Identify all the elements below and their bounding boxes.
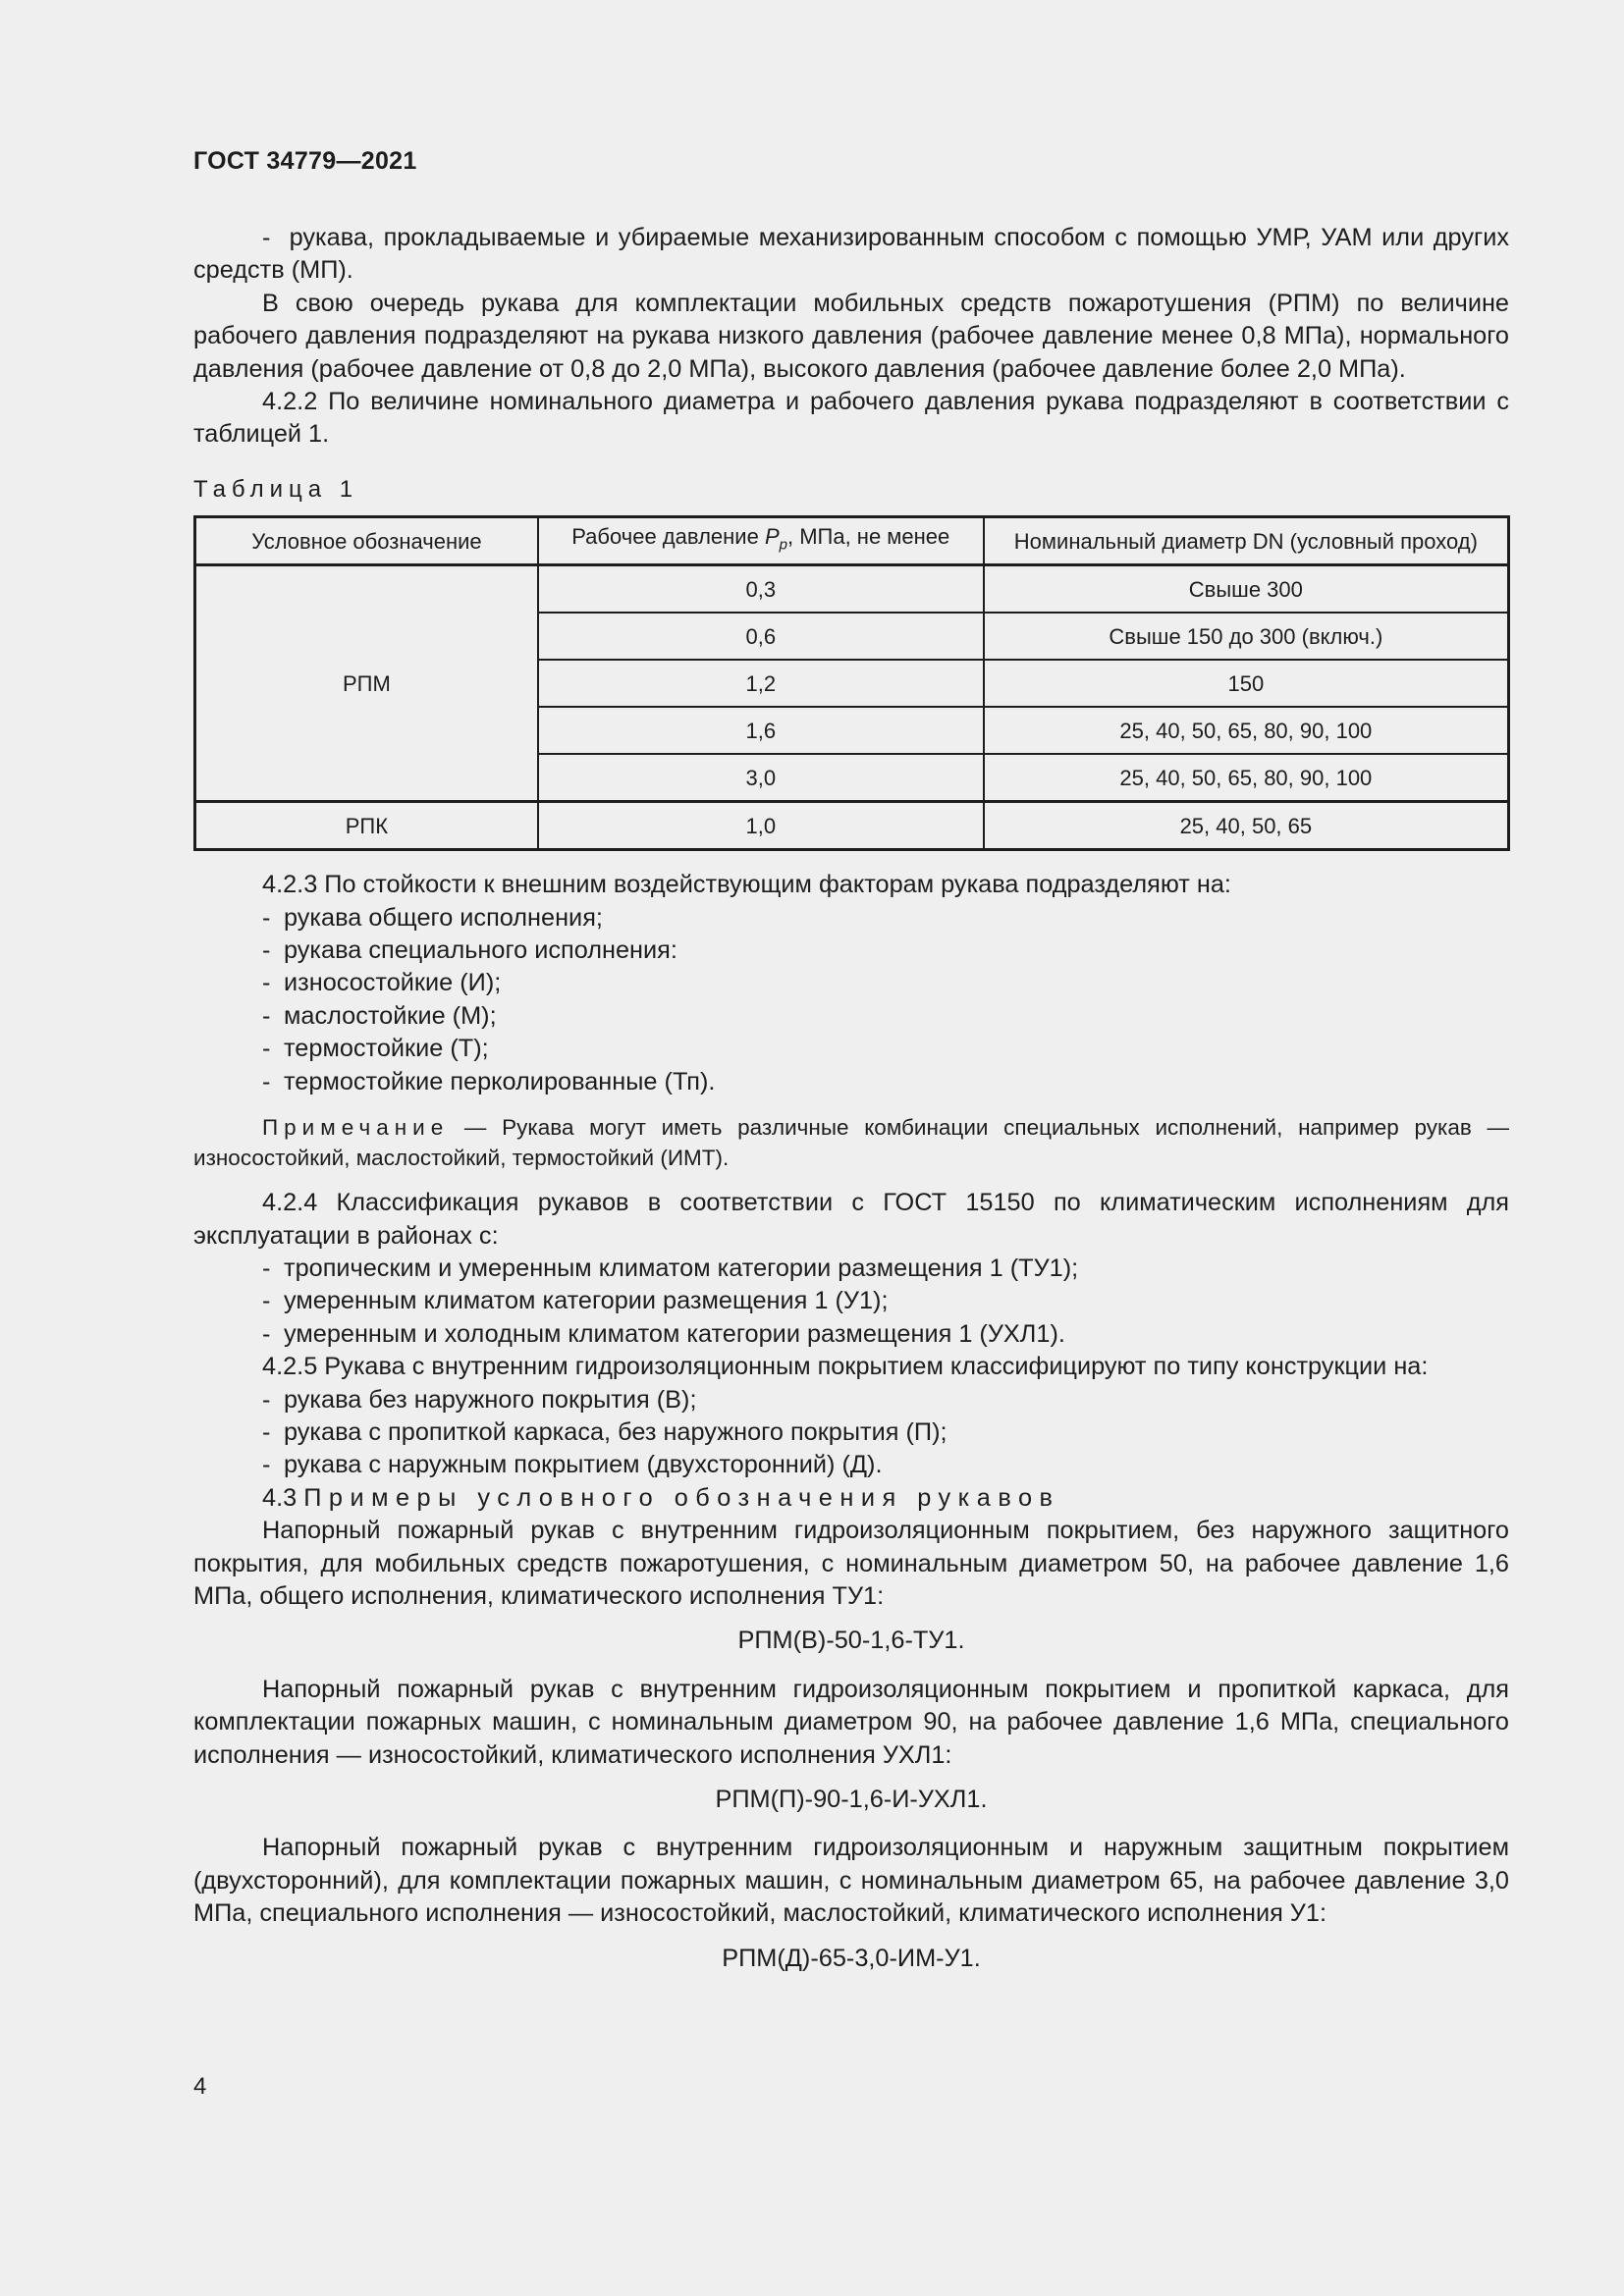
paragraph-rpm-pressure: В свою очередь рукава для комплектации мобильных средств пожаротушения (РПМ) по величине рабочего давления подразделяют на рукава низкого давления (рабочее давление менее 0,8 МПа), нормального давления (рабочее давление от 0,8 до 2,0 МПа), высокого давления (рабочее давление более 2,0 МПа). xyxy=(193,289,1509,383)
list-item: - тропическим и умеренным климатом категории размещения 1 (ТУ1); xyxy=(262,1254,1079,1282)
pressure-cell: 1,2 xyxy=(538,660,984,707)
table-caption: Таблица 1 xyxy=(193,475,359,503)
list-item: - рукава специального исполнения: xyxy=(262,936,677,965)
section-4-3-heading: 4.3 Примеры условного обозначения рукавов xyxy=(262,1483,1060,1512)
list-item: - рукава общего исполнения; xyxy=(262,903,603,932)
example-2-code: РПМ(П)-90-1,6-И-УХЛ1. xyxy=(715,1786,988,1813)
diameter-cell: Свыше 300 xyxy=(984,565,1509,614)
list-item: - термостойкие перколированные (Тп). xyxy=(262,1067,716,1095)
list-item: - рукава с пропиткой каркаса, без наружного покрытия (П); xyxy=(262,1417,947,1446)
diameter-cell: 25, 40, 50, 65, 80, 90, 100 xyxy=(984,707,1509,754)
paragraph-mp: - рукава, прокладываемые и убираемые механизированным способом с помощью УМР, УАМ или других средств (МП). xyxy=(193,224,1509,285)
group-label-rpm: РПМ xyxy=(195,565,538,802)
list-item: - износостойкие (И); xyxy=(262,969,502,997)
paragraph-4-2-3: 4.2.3 По стойкости к внешним воздействующим факторам рукава подразделяют на: xyxy=(262,871,1231,899)
paragraph-4-2-4: 4.2.4 Классификация рукавов в соответствии с ГОСТ 15150 по климатическим исполнениям для эксплуатации в районах с: xyxy=(193,1189,1509,1250)
pressure-cell: 0,3 xyxy=(538,565,984,614)
page-number: 4 xyxy=(193,2073,207,2100)
example-1-code: РПМ(В)-50-1,6-ТУ1. xyxy=(737,1627,965,1655)
list-item: - умеренным климатом категории размещения 1 (У1); xyxy=(262,1287,889,1315)
paragraph-4-2-2: 4.2.2 По величине номинального диаметра и рабочего давления рукава подразделяют в соответствии с таблицей 1. xyxy=(193,388,1509,449)
pressure-cell: 3,0 xyxy=(538,754,984,802)
table-row xyxy=(195,802,1509,850)
pressure-cell: 1,6 xyxy=(538,707,984,754)
diameter-cell: 25, 40, 50, 65 xyxy=(984,802,1509,850)
header-diameter: Номинальный диаметр DN (условный проход) xyxy=(984,517,1509,565)
note: Примечание — Рукава могут иметь различные комбинации специальных исполнений, например рукав — износостойкий, маслостойкий, термостойкий (ИМТ). xyxy=(193,1115,1509,1171)
list-item: - рукава без наружного покрытия (В); xyxy=(262,1385,697,1414)
table-row xyxy=(195,565,1509,614)
document-body xyxy=(193,222,1509,1991)
list-item: - рукава с наружным покрытием (двухсторонний) (Д). xyxy=(262,1451,883,1479)
diameter-cell: 150 xyxy=(984,660,1509,707)
hose-spec-table xyxy=(193,515,1510,851)
table-header-row xyxy=(195,517,1509,565)
list-item: - термостойкие (Т); xyxy=(262,1035,489,1063)
diameter-cell: Свыше 150 до 300 (включ.) xyxy=(984,613,1509,660)
paragraph-4-2-5: 4.2.5 Рукава с внутренним гидроизоляционным покрытием классифицируют по типу конструкции на: xyxy=(262,1353,1429,1381)
document-code-header: ГОСТ 34779—2021 xyxy=(193,147,417,175)
diameter-cell: 25, 40, 50, 65, 80, 90, 100 xyxy=(984,754,1509,802)
group-label-rpk: РПК xyxy=(195,802,538,850)
pressure-cell: 1,0 xyxy=(538,802,984,850)
header-pressure: Рабочее давление $P_p$, МПа, не менее xyxy=(538,517,984,565)
example-1-text: Напорный пожарный рукав с внутренним гидроизоляционным покрытием, без наружного защитного покрытия, для мобильных средств пожаротушения, с номинальным диаметром 50, на рабочее давление 1,6 МПа, общего исполнения, климатического исполнения ТУ1: xyxy=(193,1517,1509,1610)
list-item: - умеренным и холодным климатом категории размещения 1 (УХЛ1). xyxy=(262,1319,1065,1348)
header-designation: Условное обозначение xyxy=(195,517,538,565)
example-2-text: Напорный пожарный рукав с внутренним гидроизоляционным покрытием и пропиткой каркаса, для комплектации пожарных машин, с номинальным диаметром 90, на рабочее давление 1,6 МПа, специального исполнения — износостойкий, климатического исполнения УХЛ1: xyxy=(193,1675,1509,1769)
list-item: - маслостойкие (М); xyxy=(262,1001,497,1030)
example-3-code: РПМ(Д)-65-3,0-ИМ-У1. xyxy=(722,1944,981,1972)
pressure-cell: 0,6 xyxy=(538,613,984,660)
example-3-text: Напорный пожарный рукав с внутренним гидроизоляционным и наружным защитным покрытием (двухсторонний), для комплектации пожарных машин, с номинальным диаметром 65, на рабочее давление 3,0 МПа, специального исполнения — износостойкий, маслостойкий, климатического исполнения У1: xyxy=(193,1834,1509,1928)
